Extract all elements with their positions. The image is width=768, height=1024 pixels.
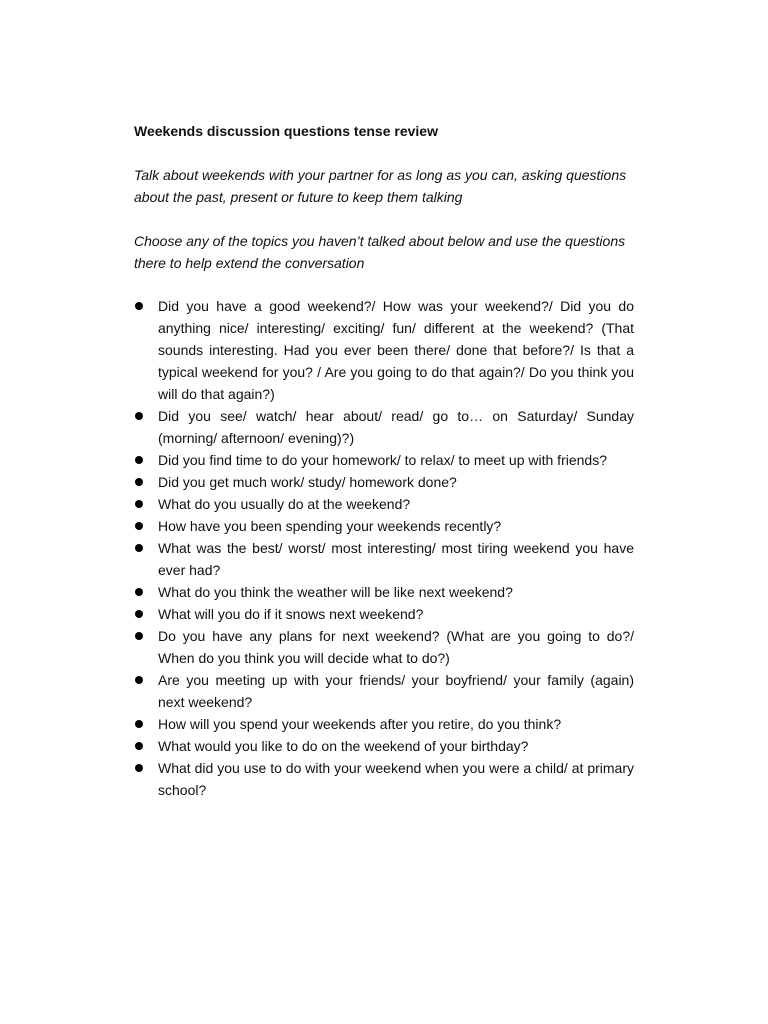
bullet-icon bbox=[135, 764, 143, 772]
bullet-icon bbox=[135, 632, 143, 640]
bullet-icon bbox=[135, 610, 143, 618]
bullet-icon bbox=[135, 302, 143, 310]
question-text: How will you spend your weekends after you retire, do you think? bbox=[158, 716, 562, 732]
bullet-icon bbox=[135, 676, 143, 684]
question-list bbox=[134, 295, 634, 801]
question-text: Did you see/ watch/ hear about/ read/ go to… on Saturday/ Sunday (morning/ afternoon/ evening)?) bbox=[158, 408, 634, 446]
bullet-icon bbox=[135, 456, 143, 464]
bullet-icon bbox=[135, 500, 143, 508]
question-text: Did you have a good weekend?/ How was your weekend?/ Did you do anything nice/ interesting/ exciting/ fun/ different at the weekend? (That sounds interesting. Had you ever been there/ done that before?/ Is that a typical weekend for you? / Are you going to do that again?/ Do you think you will do that again?) bbox=[158, 298, 634, 402]
question-text: Did you get much work/ study/ homework done? bbox=[158, 474, 457, 490]
question-text: How have you been spending your weekends recently? bbox=[158, 518, 502, 534]
question-item bbox=[134, 449, 634, 471]
question-item bbox=[134, 625, 634, 669]
question-text: What would you like to do on the weekend of your birthday? bbox=[158, 738, 529, 754]
question-text: What was the best/ worst/ most interesting/ most tiring weekend you have ever had? bbox=[158, 540, 634, 578]
question-item bbox=[134, 713, 634, 735]
question-text: What will you do if it snows next weekend? bbox=[158, 606, 424, 622]
question-text: Are you meeting up with your friends/ your boyfriend/ your family (again) next weekend? bbox=[158, 672, 634, 710]
question-item bbox=[134, 669, 634, 713]
question-item bbox=[134, 603, 634, 625]
question-item bbox=[134, 757, 634, 801]
question-text: What do you usually do at the weekend? bbox=[158, 496, 411, 512]
bullet-icon bbox=[135, 720, 143, 728]
question-text: Did you find time to do your homework/ to relax/ to meet up with friends? bbox=[158, 452, 607, 468]
question-item bbox=[134, 515, 634, 537]
question-text: What do you think the weather will be like next weekend? bbox=[158, 584, 513, 600]
question-item bbox=[134, 537, 634, 581]
bullet-icon bbox=[135, 522, 143, 530]
bullet-icon bbox=[135, 742, 143, 750]
intro-paragraph-1: Talk about weekends with your partner for as long as you can, asking questions about the past, present or future to keep them talking bbox=[134, 167, 627, 205]
question-item bbox=[134, 471, 634, 493]
bullet-icon bbox=[135, 412, 143, 420]
question-item bbox=[134, 405, 634, 449]
document-title: Weekends discussion questions tense review bbox=[134, 123, 438, 139]
question-item bbox=[134, 735, 634, 757]
question-item bbox=[134, 295, 634, 405]
bullet-icon bbox=[135, 588, 143, 596]
bullet-icon bbox=[135, 544, 143, 552]
bullet-icon bbox=[135, 478, 143, 486]
question-item bbox=[134, 493, 634, 515]
question-item bbox=[134, 581, 634, 603]
question-text: Do you have any plans for next weekend? (What are you going to do?/ When do you think you will decide what to do?) bbox=[158, 628, 634, 666]
intro-paragraph-2: Choose any of the topics you haven’t talked about below and use the questions there to help extend the conversation bbox=[134, 233, 626, 271]
question-text: What did you use to do with your weekend when you were a child/ at primary school? bbox=[158, 760, 634, 798]
